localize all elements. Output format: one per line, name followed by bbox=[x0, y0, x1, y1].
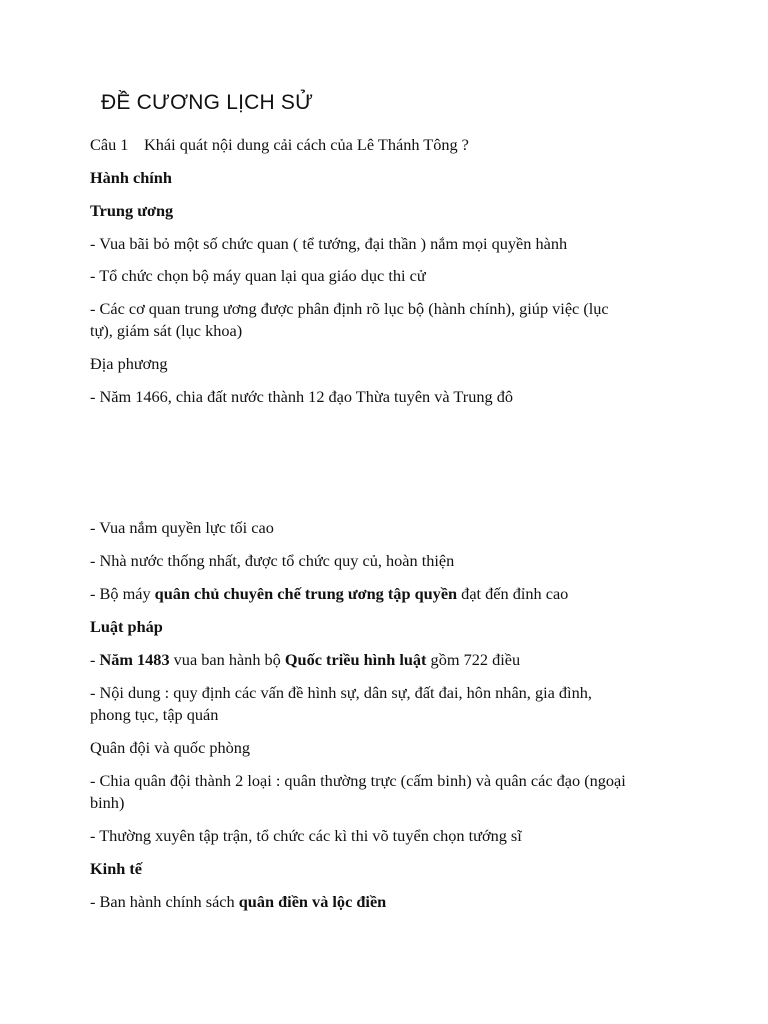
law-pre: - bbox=[90, 650, 100, 669]
heading-local: Địa phương bbox=[90, 354, 168, 373]
heading-administration: Hành chính bbox=[90, 168, 172, 187]
law-content-line-1: - Nội dung : quy định các vấn đề hình sự, dân sự, đất đai, hôn nhân, gia đình, bbox=[90, 683, 592, 702]
law-mid: vua ban hành bộ bbox=[169, 650, 285, 669]
central-item-1: - Vua bãi bỏ một số chức quan ( tể tướng, đại thần ) nắm mọi quyền hành bbox=[90, 234, 568, 253]
central-item-3-line-1: - Các cơ quan trung ương được phân định rõ lục bộ (hành chính), giúp việc (lục bbox=[90, 299, 609, 318]
result-item-2: - Nhà nước thống nhất, được tổ chức quy củ, hoàn thiện bbox=[90, 551, 455, 570]
army-item-1-line-1: - Chia quân đội thành 2 loại : quân thường trực (cấm binh) và quân các đạo (ngoại bbox=[90, 771, 626, 790]
army-item-1-line-2: binh) bbox=[90, 793, 125, 812]
apparatus-pre: - Bộ máy bbox=[90, 584, 155, 603]
apparatus-post: đạt đến đỉnh cao bbox=[457, 584, 569, 603]
law-year: Năm 1483 bbox=[99, 650, 170, 669]
heading-army: Quân đội và quốc phòng bbox=[90, 738, 251, 757]
law-post: gồm 722 điều bbox=[426, 650, 521, 669]
question-line bbox=[90, 134, 680, 156]
law-code-name: Quốc triều hình luật bbox=[284, 650, 427, 669]
question-number: Câu 1 bbox=[90, 135, 129, 154]
heading-law: Luật pháp bbox=[90, 617, 163, 636]
army-item-2: - Thường xuyên tập trận, tổ chức các kì thi võ tuyển chọn tướng sĩ bbox=[90, 826, 522, 845]
result-item-1: - Vua nắm quyền lực tối cao bbox=[90, 518, 274, 537]
apparatus-line bbox=[90, 583, 680, 605]
question-text: Khái quát nội dung cải cách của Lê Thánh Tông ? bbox=[144, 135, 469, 154]
heading-economy: Kinh tế bbox=[90, 859, 143, 878]
heading-central: Trung ương bbox=[90, 201, 174, 220]
law-1483-line bbox=[90, 649, 680, 671]
central-item-3-line-2: tự), giám sát (lục khoa) bbox=[90, 321, 243, 340]
central-item-2: - Tổ chức chọn bộ máy quan lại qua giáo dục thi cử bbox=[90, 266, 426, 285]
economy-item bbox=[90, 891, 680, 913]
law-content-line-2: phong tục, tập quán bbox=[90, 705, 219, 724]
apparatus-bold: quân chủ chuyên chế trung ương tập quyền bbox=[154, 584, 458, 603]
economy-bold: quân điền và lộc điền bbox=[238, 892, 387, 911]
local-item: - Năm 1466, chia đất nước thành 12 đạo Thừa tuyên và Trung đô bbox=[90, 387, 513, 406]
economy-pre: - Ban hành chính sách bbox=[90, 892, 239, 911]
document-title: ĐỀ CƯƠNG LỊCH SỬ bbox=[101, 91, 314, 114]
